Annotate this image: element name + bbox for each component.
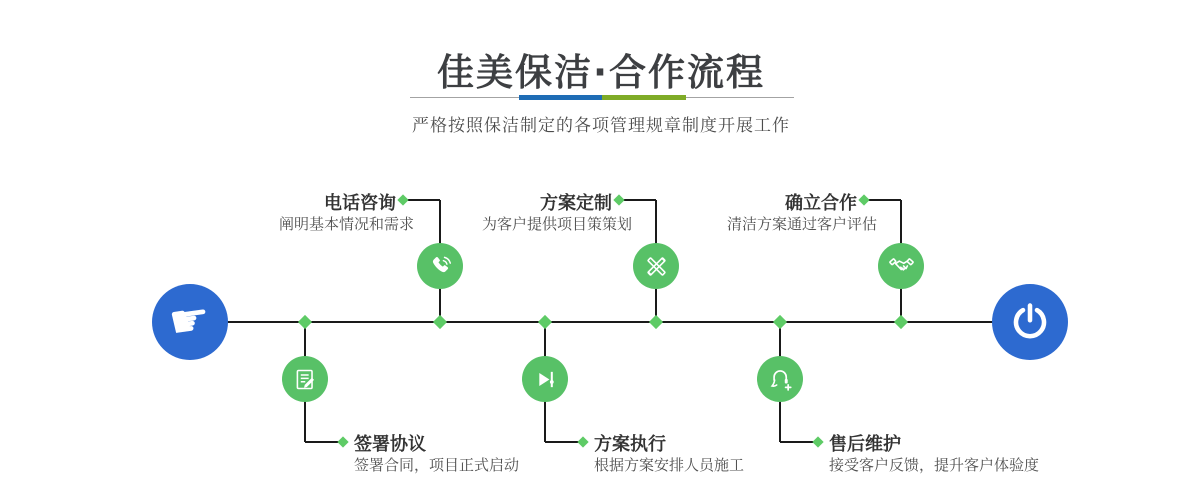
connector-horizontal [545,441,579,443]
step-desc: 为客户提供项目策策划 [481,215,632,233]
document-sign-icon [292,366,319,393]
label-diamond [337,436,348,447]
step-title: 确立合作 [785,193,857,214]
timeline-node-diamond [773,315,787,329]
step-title: 电话咨询 [324,193,396,214]
play-execute-icon [532,366,559,393]
divider-green-segment [602,95,686,100]
headset-plus-icon [767,366,794,393]
step-title: 签署协议 [354,434,426,455]
label-diamond [812,436,823,447]
step-desc: 签署合同，项目正式启动 [354,456,520,474]
step-desc: 接受客户反馈，提升客户体验度 [829,456,1040,474]
step-circle-cooperation [878,243,924,289]
timeline-node-diamond [894,315,908,329]
label-diamond [577,436,588,447]
timeline-node-diamond [298,315,312,329]
step-circle-execution [522,356,568,402]
pencil-ruler-icon [643,253,670,280]
connector-horizontal [305,441,339,443]
connector-horizontal [623,199,656,201]
step-desc: 清洁方案通过客户评估 [726,215,877,233]
step-title: 方案定制 [540,193,612,214]
page-title: 佳美保洁·合作流程 [436,51,766,94]
pointing-hand-icon: ☛ [165,290,215,350]
step-circle-phone [417,243,463,289]
flow-end-circle [992,284,1068,360]
timeline-node-diamond [538,315,552,329]
flow-start-circle [152,284,228,360]
label-diamond [613,194,624,205]
connector-horizontal [780,441,814,443]
divider-blue-segment [519,95,602,100]
step-desc: 阐明基本情况和需求 [278,215,414,233]
handshake-icon [888,253,915,280]
step-circle-aftersales [757,356,803,402]
page-subtitle: 严格按照保洁制定的各项管理规章制度开展工作 [412,116,790,136]
step-circle-contract [282,356,328,402]
label-diamond [858,194,869,205]
timeline-line [226,321,994,323]
step-circle-design [633,243,679,289]
step-title: 售后维护 [829,434,901,455]
timeline-node-diamond [649,315,663,329]
connector-horizontal [868,199,901,201]
step-title: 方案执行 [594,434,666,455]
timeline-node-diamond [433,315,447,329]
label-diamond [397,194,408,205]
connector-horizontal [407,199,440,201]
phone-icon [427,253,454,280]
power-icon [1009,301,1051,343]
step-desc: 根据方案安排人员施工 [594,456,745,474]
